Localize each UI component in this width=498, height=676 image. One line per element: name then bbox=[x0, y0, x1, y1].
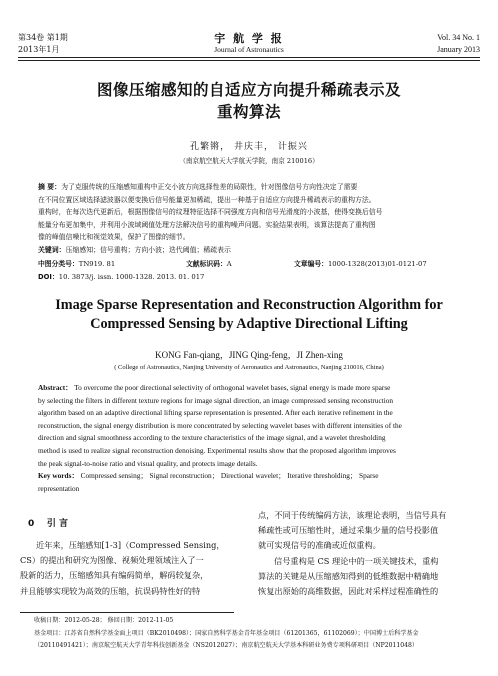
abstract-en-line: direction and signal smoothness according to the texture characteristics of the image signal, and a wavelet thresholding bbox=[38, 433, 386, 443]
abstract-cn-line: 为了克服传统的压缩感知重构中正交小波方向选择性差的局限性，针对图像信号方向性决定了需要 bbox=[61, 183, 358, 191]
section-number: 0 bbox=[28, 519, 35, 529]
fund-line-1: 基金项目：江苏省自然科学基金面上项目（BK2010498）；国家自然科学基金青年基金项目（61201365，61102069）；中国博士后科学基金 bbox=[34, 630, 419, 637]
fund-line-2: （20110491421）；南京航空航天大学青年科技创新基金（NS2012027）；南京航空航天大学基本科研业务费专项科研项目（NP2011048） bbox=[34, 642, 418, 649]
abstract-cn-line: 在不同位置区域选择滤波器以便变换后信号能量更加稀疏，提出一种基于自适应方向提升稀疏表示的重构方法。 bbox=[38, 195, 376, 204]
journal-name-en: Journal of Astronautics bbox=[214, 45, 284, 54]
abstract-en-line: reconstruction, the signal energy distribution is more concentrated by selecting wavelet bases with different intensities of the bbox=[38, 420, 402, 430]
date-cn: 2013年1月 bbox=[18, 45, 60, 54]
article-number: 文章编号：1000-1328(2013)01-0121-07 bbox=[294, 260, 427, 268]
abstract-en-line: algorithm based on an adaptive directional lifting sparse representation is presented. After each iterative refinement in the bbox=[38, 408, 393, 418]
section-title: 引 言 bbox=[46, 519, 68, 529]
keywords-en-line: representation bbox=[38, 483, 80, 493]
volume-issue-en: Vol. 34 No. 1 bbox=[437, 33, 480, 42]
header-rule bbox=[18, 57, 480, 58]
doi: DOI：10. 3873/j. issn. 1000-1328. 2013. 01. 017 bbox=[38, 273, 205, 281]
abstract-en-line: the peak signal-to-noise ratio and visual quality, and protects image details. bbox=[38, 458, 258, 468]
body-line: 恢复出原始的高维数据，因此对采样过程准确性的 bbox=[258, 586, 439, 597]
footnote-rule bbox=[20, 612, 234, 613]
abstract-cn-line: 像的峰值信噪比和视觉效果，保护了图像的细节。 bbox=[38, 233, 190, 242]
body-line: 股新的活力，压缩感知具有编码简单，解码较复杂， bbox=[20, 570, 209, 581]
body-line: 算法的关键是从压缩感知得到的低维数据中精确地 bbox=[258, 570, 439, 581]
affiliation-cn: （南京航空航天大学航天学院，南京 210016） bbox=[179, 157, 319, 165]
paper-title-cn-line2: 重构算法 bbox=[216, 103, 281, 121]
abstract-en-label: Abstract： bbox=[38, 383, 73, 392]
body-line: 近年来，压缩感知[1-3]（Compressed Sensing， bbox=[36, 540, 225, 550]
body-line: CS）的提出和研究为图像、视频处理领域注入了一 bbox=[20, 555, 204, 566]
abstract-cn-line: 能量分布更加集中，并利用小波域阈值处理方法解决信号的重构噪声问题。实验结果表明，该算法提高了重构图 bbox=[38, 220, 376, 229]
body-line: 并且能够实现较为高效的压缩，抗误码特性好的特 bbox=[20, 585, 201, 596]
body-line: 稀疏性或可压缩性时，通过采集少量的信号投影值 bbox=[258, 525, 439, 536]
intro-right-column bbox=[258, 508, 480, 599]
volume-issue-cn: 第34卷 第1期 bbox=[18, 33, 68, 42]
paper-title-en-line1: Image Sparse Representation and Reconstruction Algorithm for bbox=[55, 297, 443, 313]
paper-title-cn-line1: 图像压缩感知的自适应方向提升稀疏表示及 bbox=[96, 81, 401, 99]
abstract-en bbox=[38, 382, 466, 495]
journal-name-cn: 宇 航 学 报 bbox=[214, 32, 284, 45]
section-heading bbox=[28, 516, 68, 529]
document-code: 文献标识码：A bbox=[186, 260, 232, 268]
keywords-cn-label: 关键词： bbox=[38, 245, 66, 254]
authors-cn: 孔繁锵， 井庆丰， 计振兴 bbox=[190, 142, 308, 152]
abstract-en-line: method is used to realize signal reconstruction denoising. Experimental results show that the proposed algorithm improves bbox=[38, 445, 396, 455]
body-line: 就可实现信号的准确或近似重构。 bbox=[258, 540, 381, 551]
abstract-en-line: by selecting the filters in different texture regions for image signal direction, an image compressed sensing reconstruction bbox=[38, 395, 394, 405]
clc-number: 中图分类号：TN919. 81 bbox=[38, 260, 116, 268]
intro-left-column bbox=[20, 538, 234, 599]
body-line: 点，不同于传统编码方法，该理论表明，当信号具有 bbox=[258, 510, 447, 520]
abstract-en-line: To overcome the poor directional selectivity of orthogonal wavelet bases, signal energy is made more sparse bbox=[74, 383, 391, 392]
keywords-en-line: Compressed sensing； Signal reconstruction； Directional wavelet； Iterative thresholding； Sparse bbox=[80, 471, 379, 481]
affiliation-en: ( College of Astronautics, Nanjing University of Aeronautics and Astronautics, Nanjing 210016, China) bbox=[114, 364, 384, 371]
authors-en: KONG Fan-qiang，JING Qing-feng，JI Zhen-xing bbox=[155, 350, 343, 360]
paper-title-en-line2: Compressed Sensing by Adaptive Directional Lifting bbox=[90, 316, 408, 332]
keywords-en-label: Key words： bbox=[38, 471, 79, 481]
abstract-cn bbox=[38, 181, 466, 257]
received-dates: 收稿日期：2012-05-28； 修回日期：2012-11-05 bbox=[34, 617, 174, 624]
abstract-cn-label: 摘 要： bbox=[38, 183, 62, 191]
body-line: 信号重构是 CS 理论中的一项关键技术，重构 bbox=[274, 555, 439, 566]
abstract-cn-line: 重构时，在每次迭代更新后，根据图像信号的纹理特征选择不同强度方向和信号光滑度的小波基，使得变换后信号 bbox=[38, 208, 383, 217]
date-en: January 2013 bbox=[437, 45, 480, 54]
header-rule-thin bbox=[18, 60, 480, 61]
keywords-cn: 压缩感知；信号重构；方向小波；迭代阈值；稀疏表示 bbox=[65, 245, 231, 254]
